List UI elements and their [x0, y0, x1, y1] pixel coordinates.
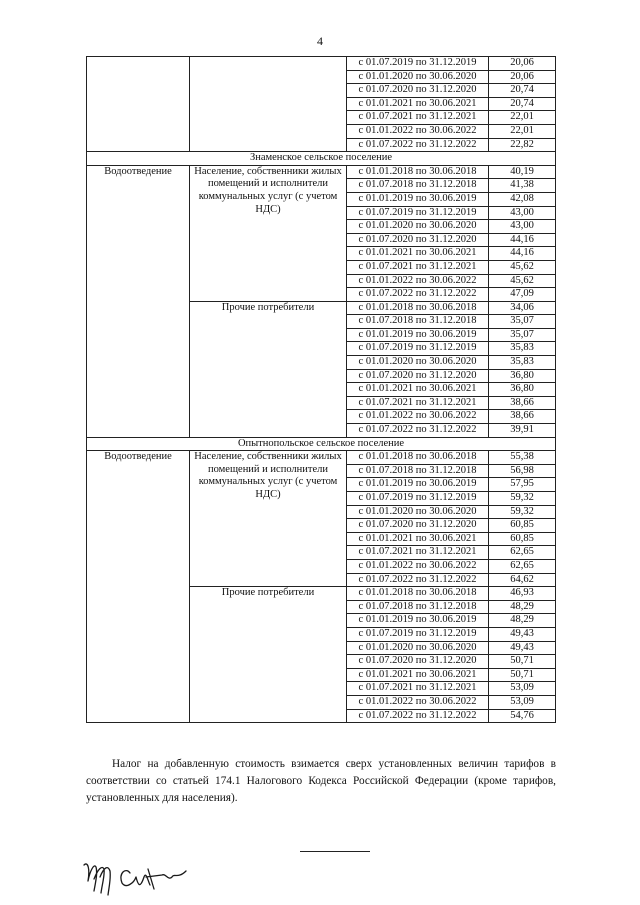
- tariff-value-cell: 20,06: [489, 57, 556, 71]
- tariff-value-cell: 55,38: [489, 451, 556, 465]
- service-cell: Водоотведение: [87, 165, 190, 437]
- period-cell: с 01.01.2019 по 30.06.2019: [347, 192, 489, 206]
- period-cell: с 01.01.2018 по 30.06.2018: [347, 587, 489, 601]
- period-cell: с 01.07.2020 по 31.12.2020: [347, 655, 489, 669]
- tariff-value-cell: 54,76: [489, 709, 556, 723]
- period-cell: с 01.07.2018 по 31.12.2018: [347, 179, 489, 193]
- period-cell: с 01.01.2021 по 30.06.2021: [347, 97, 489, 111]
- period-cell: с 01.07.2022 по 31.12.2022: [347, 709, 489, 723]
- tariff-value-cell: 60,85: [489, 519, 556, 533]
- tariff-value-cell: 53,09: [489, 682, 556, 696]
- period-cell: с 01.07.2022 по 31.12.2022: [347, 424, 489, 438]
- tariff-value-cell: 20,74: [489, 97, 556, 111]
- period-cell: с 01.07.2020 по 31.12.2020: [347, 369, 489, 383]
- period-cell: с 01.01.2018 по 30.06.2018: [347, 301, 489, 315]
- tariff-value-cell: 20,06: [489, 70, 556, 84]
- tariff-value-cell: 45,62: [489, 260, 556, 274]
- period-cell: с 01.01.2020 по 30.06.2020: [347, 356, 489, 370]
- tariff-value-cell: 44,16: [489, 233, 556, 247]
- period-cell: с 01.07.2019 по 31.12.2019: [347, 342, 489, 356]
- tariff-value-cell: 41,38: [489, 179, 556, 193]
- period-cell: с 01.07.2019 по 31.12.2019: [347, 627, 489, 641]
- period-cell: с 01.07.2021 по 31.12.2021: [347, 111, 489, 125]
- tariff-value-cell: 42,08: [489, 192, 556, 206]
- tariff-value-cell: 53,09: [489, 695, 556, 709]
- tariff-value-cell: 34,06: [489, 301, 556, 315]
- period-cell: с 01.01.2018 по 30.06.2018: [347, 451, 489, 465]
- tariff-table: [86, 56, 556, 723]
- period-cell: с 01.07.2021 по 31.12.2021: [347, 682, 489, 696]
- period-cell: с 01.01.2020 по 30.06.2020: [347, 505, 489, 519]
- table-row: [87, 165, 556, 179]
- period-cell: с 01.01.2022 по 30.06.2022: [347, 559, 489, 573]
- handwritten-signature: [82, 855, 212, 897]
- tariff-value-cell: 45,62: [489, 274, 556, 288]
- period-cell: с 01.01.2022 по 30.06.2022: [347, 695, 489, 709]
- period-cell: с 01.01.2022 по 30.06.2022: [347, 410, 489, 424]
- tariff-value-cell: 35,83: [489, 342, 556, 356]
- period-cell: с 01.07.2021 по 31.12.2021: [347, 396, 489, 410]
- tariff-value-cell: 59,32: [489, 505, 556, 519]
- page-number: 4: [317, 34, 323, 48]
- period-cell: с 01.01.2020 по 30.06.2020: [347, 220, 489, 234]
- tariff-value-cell: 62,65: [489, 559, 556, 573]
- consumer-cell: [190, 57, 347, 152]
- consumer-cell: Население, собственники жилых помещений и исполнители коммунальных услуг (с учетом НДС): [190, 451, 347, 587]
- consumer-cell: Население, собственники жилых помещений и исполнители коммунальных услуг (с учетом НДС): [190, 165, 347, 301]
- tariff-value-cell: 36,80: [489, 383, 556, 397]
- period-cell: с 01.07.2018 по 31.12.2018: [347, 464, 489, 478]
- section-header-row: [87, 152, 556, 166]
- tariff-value-cell: 43,00: [489, 220, 556, 234]
- period-cell: с 01.07.2018 по 31.12.2018: [347, 600, 489, 614]
- tariff-value-cell: 50,71: [489, 668, 556, 682]
- tariff-value-cell: 56,98: [489, 464, 556, 478]
- period-cell: с 01.01.2018 по 30.06.2018: [347, 165, 489, 179]
- tariff-value-cell: 46,93: [489, 587, 556, 601]
- consumer-cell: Прочие потребители: [190, 301, 347, 437]
- tariff-value-cell: 62,65: [489, 546, 556, 560]
- period-cell: с 01.07.2019 по 31.12.2019: [347, 57, 489, 71]
- tariff-value-cell: 22,82: [489, 138, 556, 152]
- table-row: [87, 451, 556, 465]
- period-cell: с 01.01.2021 по 30.06.2021: [347, 247, 489, 261]
- tariff-value-cell: 22,01: [489, 124, 556, 138]
- tariff-value-cell: 47,09: [489, 288, 556, 302]
- period-cell: с 01.07.2020 по 31.12.2020: [347, 233, 489, 247]
- period-cell: с 01.01.2022 по 30.06.2022: [347, 124, 489, 138]
- period-cell: с 01.07.2021 по 31.12.2021: [347, 546, 489, 560]
- section-title: Опытнопольское сельское поселение: [87, 437, 556, 451]
- tariff-value-cell: 22,01: [489, 111, 556, 125]
- section-header-row: [87, 437, 556, 451]
- service-cell: Водоотведение: [87, 451, 190, 723]
- tariff-value-cell: 59,32: [489, 492, 556, 506]
- tariff-value-cell: 35,07: [489, 328, 556, 342]
- period-cell: с 01.07.2019 по 31.12.2019: [347, 206, 489, 220]
- tariff-value-cell: 49,43: [489, 641, 556, 655]
- period-cell: с 01.01.2021 по 30.06.2021: [347, 668, 489, 682]
- separator-line: [300, 851, 370, 852]
- tariff-value-cell: 49,43: [489, 627, 556, 641]
- period-cell: с 01.07.2022 по 31.12.2022: [347, 138, 489, 152]
- consumer-cell: Прочие потребители: [190, 587, 347, 723]
- tariff-value-cell: 38,66: [489, 396, 556, 410]
- tariff-value-cell: 36,80: [489, 369, 556, 383]
- period-cell: с 01.01.2020 по 30.06.2020: [347, 70, 489, 84]
- period-cell: с 01.01.2021 по 30.06.2021: [347, 532, 489, 546]
- period-cell: с 01.01.2021 по 30.06.2021: [347, 383, 489, 397]
- tariff-value-cell: 48,29: [489, 614, 556, 628]
- period-cell: с 01.07.2018 по 31.12.2018: [347, 315, 489, 329]
- service-cell: [87, 57, 190, 152]
- tariff-value-cell: 35,83: [489, 356, 556, 370]
- period-cell: с 01.07.2020 по 31.12.2020: [347, 84, 489, 98]
- tariff-value-cell: 44,16: [489, 247, 556, 261]
- tariff-value-cell: 57,95: [489, 478, 556, 492]
- tariff-value-cell: 40,19: [489, 165, 556, 179]
- period-cell: с 01.07.2019 по 31.12.2019: [347, 492, 489, 506]
- tariff-value-cell: 50,71: [489, 655, 556, 669]
- period-cell: с 01.01.2019 по 30.06.2019: [347, 328, 489, 342]
- tariff-value-cell: 60,85: [489, 532, 556, 546]
- tariff-value-cell: 64,62: [489, 573, 556, 587]
- period-cell: с 01.07.2020 по 31.12.2020: [347, 519, 489, 533]
- period-cell: с 01.07.2022 по 31.12.2022: [347, 288, 489, 302]
- period-cell: с 01.01.2019 по 30.06.2019: [347, 478, 489, 492]
- period-cell: с 01.01.2020 по 30.06.2020: [347, 641, 489, 655]
- section-title: Знаменское сельское поселение: [87, 152, 556, 166]
- tariff-value-cell: 43,00: [489, 206, 556, 220]
- vat-note: [86, 756, 556, 807]
- period-cell: с 01.07.2022 по 31.12.2022: [347, 573, 489, 587]
- tariff-value-cell: 39,91: [489, 424, 556, 438]
- tariff-value-cell: 35,07: [489, 315, 556, 329]
- table-row: [87, 57, 556, 71]
- vat-note-text: Налог на добавленную стоимость взимается сверх установленных величин тарифов в соответствии со статьей 174.1 Налогового Кодекса Российской Федерации (кроме тарифов, установленных для населения).: [86, 758, 556, 804]
- period-cell: с 01.01.2022 по 30.06.2022: [347, 274, 489, 288]
- period-cell: с 01.07.2021 по 31.12.2021: [347, 260, 489, 274]
- tariff-value-cell: 48,29: [489, 600, 556, 614]
- tariff-value-cell: 20,74: [489, 84, 556, 98]
- tariff-value-cell: 38,66: [489, 410, 556, 424]
- period-cell: с 01.01.2019 по 30.06.2019: [347, 614, 489, 628]
